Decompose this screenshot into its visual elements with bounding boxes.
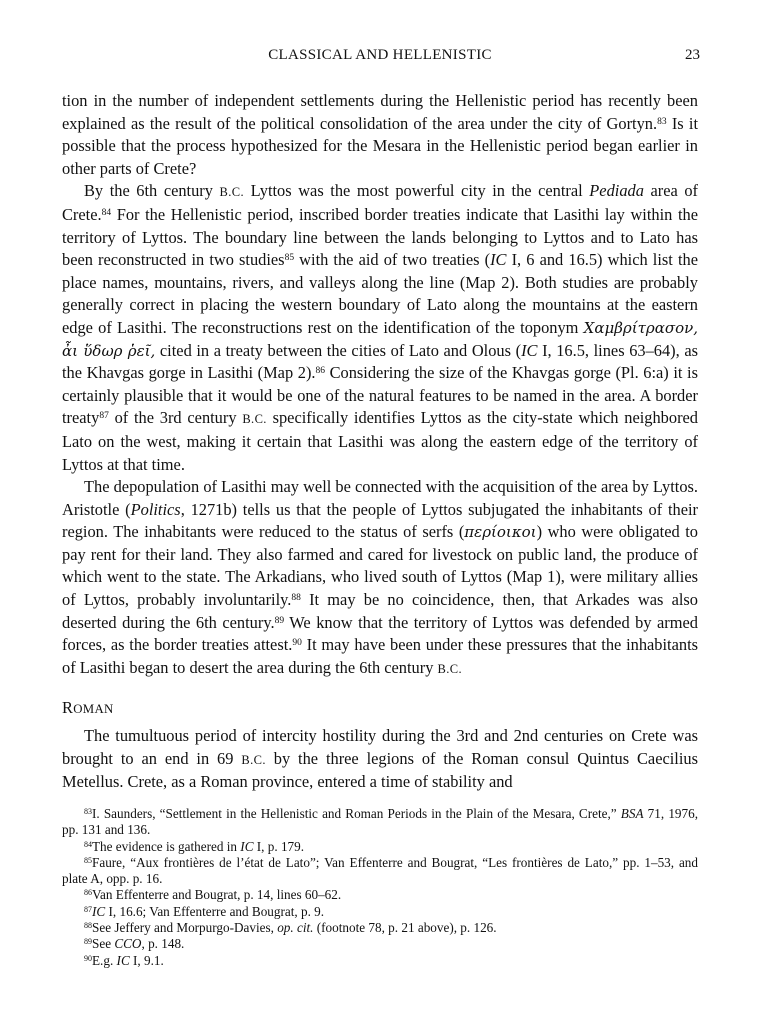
footnote-90: $^{90}$E.g. IC I, 9.1. [84,952,164,968]
page-header [60,47,700,69]
footnote-89: $^{89}$See CCO, p. 148. [84,936,185,952]
page-number: 23 [685,47,700,63]
footnote-ref-90[interactable]: 90 [292,638,302,649]
greek-toponym: Χαμβρίτρασον, ἆι ὕδωρ ῥεῖ, [62,318,698,360]
main-text [62,90,698,794]
footnote-ref-84[interactable]: 84 [101,207,112,218]
footnote-85: $^{85}$Faure, “Aux frontières de l’état de Lato”; Van Effenterre and Bougrat, “Les frontières de Lato,” pp. 1–53, and plate A, opp. p. 16. [62,854,698,887]
footnote-87: $^{87}$IC I, 16.6; Van Effenterre and Bougrat, p. 9. [84,903,325,919]
footnote-ref-83[interactable]: 83 [657,116,667,127]
paragraph-3: The depopulation of Lasithi may well be connected with the acquisition of the area by Lyttos. Aristotle (Politics, 1271b) tells us that the people of Lyttos subjugated the inhabitants of their region. The inhabitants were reduced to the status of serfs (περίοικοι) who were obligated to pay rent for their land. They also farmed and cared for livestock on public land, the produce of which went to the state. The Arkadians, who lived south of Lyttos (Map 1), were military allies of Lyttos, probably involuntarily.$^{88}$ It may be no coincidence, then, that Arkades was also deserted during the 6th century.$^{89}$ We know that the territory of Lyttos was defended by armed forces, as the border treaties attest.$^{90}$ It may have been under these pressures that the inhabitants of Lasithi began to desert the area during the 6th century B.C. [62,477,698,677]
paragraph-2: By the 6th century B.C. Lyttos was the most powerful city in the central Pediada area of Crete.$^{84}$ For the Hellenistic period, inscribed border treaties indicate that Lasithi lay within the territory of Lyttos. The boundary line between the lands belonging to Lyttos and to Lato has been reconstructed in two studies$^{85}$ with the aid of two treaties (IC I, 6 and 16.5) which list the place names, mountains, rivers, and valleys along the line (Map 2). Both studies are probably generally correct in placing the western boundary of Lato along the mountains at the eastern edge of Lasithi. The reconstructions rest on the identification of the toponym Χαμβρίτρασον, ἆι ὕδωρ ῥεῖ, cited in a treaty between the cities of Lato and Olous (IC I, 16.5, lines 63–64), as the Khavgas gorge in Lasithi (Map 2).$^{86}$ Considering the size of the Khavgas gorge (Pl. 6:a) it is certainly plausible that it would be one of the natural features to be named in the area. A border treaty$^{87}$ of the 3rd century B.C. specifically identifies Lyttos as the city-state which neighbored Lato on the west, making it certain that Lasithi was along the eastern edge of the territory of Lyttos at that time. [62,181,699,474]
footnote-ref-86[interactable]: 86 [315,366,325,377]
section-heading-roman: ROMAN [62,698,114,718]
footnote-ref-89[interactable]: 89 [274,615,285,626]
footnote-ref-85[interactable]: 85 [284,253,295,264]
paragraph-1: tion in the number of independent settlements during the Hellenistic period has recently been explained as the result of the political consolidation of the area under the city of Gortyn.$^{83}$ Is it possible that the process hypothesized for the Mesara in the Hellenistic period began earlier in other parts of Crete? [62,91,699,178]
footnote-ref-87[interactable]: 87 [99,411,109,422]
footnotes [62,806,698,969]
footnote-ref-88[interactable]: 88 [291,593,301,604]
greek-term: περίοικοι [464,523,537,542]
footnote-83: $^{83}$I. Saunders, “Settlement in the Hellenistic and Roman Periods in the Plain of the Mesara, Crete,” BSA 71, 1976, pp. 131 and 136. [62,806,698,838]
footnote-86: $^{86}$Van Effenterre and Bougrat, p. 14, lines 60–62. [84,887,342,903]
paragraph-4: The tumultuous period of intercity hostility during the 3rd and 2nd centuries on Crete was brought to an end in 69 B.C. by the three legions of the Roman consul Quintus Caecilius Metellus. Crete, as a Roman province, entered a time of stability and [62,726,698,792]
footnote-88: $^{88}$See Jeffery and Morpurgo-Davies, op. cit. (footnote 78, p. 21 above), p. 126. [84,920,497,936]
running-title: CLASSICAL AND HELLENISTIC [268,47,492,63]
footnote-84: $^{84}$The evidence is gathered in IC I, p. 179. [84,838,305,854]
